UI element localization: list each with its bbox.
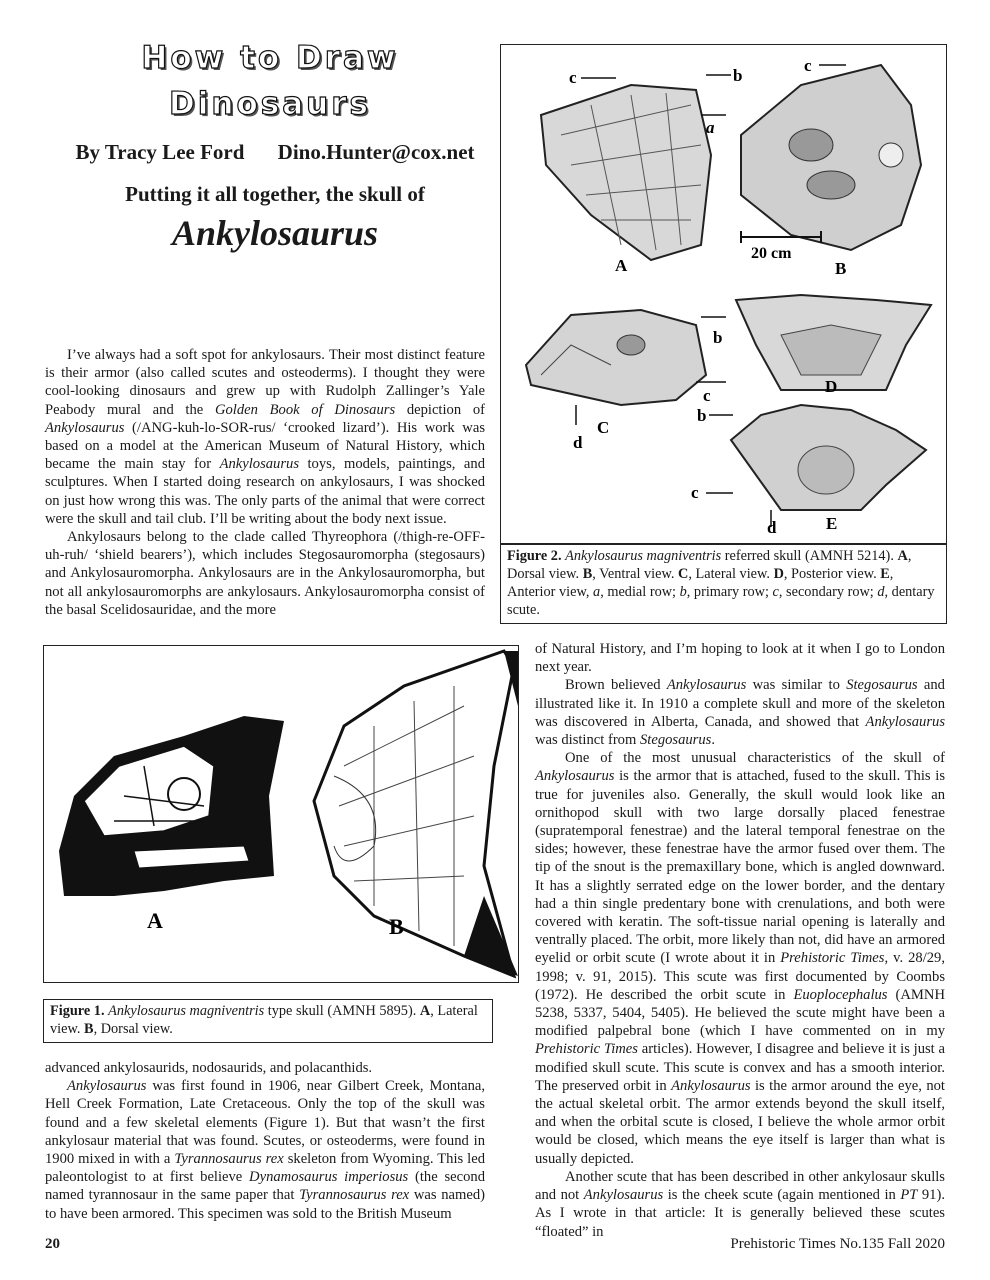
- fig1-label-B: B: [389, 914, 404, 939]
- fig2-label-b-top: b: [733, 66, 743, 85]
- article-column-left-top: [45, 346, 485, 619]
- fig2-label-c-mid: c: [703, 386, 711, 405]
- figure-1: [43, 645, 519, 983]
- paragraph: One of the most unusual characteristics of the skull of Ankylosaurus is the armor that is attached, fused to the skull. This is true for juveniles also. Generally, the skull would look like an ornithopod skull with two large dorsally placed fenestrae (supratemporal fenestrae) and the lateral temporal fenestrae on the sides; however, these fenestrae have the armor fused over them. The tip of the snout is the premaxillary bone, which is angled downward. It has a slightly serrated edge on the lower border, and the dentary had a thin single predentary bone with crenulations, and both were covered with keratin. The soft-tissue narial opening is laterally and ventrally placed. The orbit, more likely than not, did have an armored eyelid or orbit scute (I wrote about it in Prehistoric Times, v. 28/29, 1998; v. 91, 2015). This scute was first documented by Coombs (1972). He described the orbit scute in Euoplocephalus (AMNH 5238, 5337, 5404, 5405). He believed the scute might have been a modified palpebral bone (which I have commented on in my Prehistoric Times articles). However, I disagree and believe it is just a modified skull scute. This scute is convex and has a smooth interior. The preserved orbit in Ankylosaurus is the armor around the eye, not the actual skeletal orbit. The armor extends beyond the skull itself, and when the orbital scute is closed, I believe the whole armor orbit would be closed, which means the eye itself is larger than what is usually depicted.: [535, 750, 945, 1167]
- type-skull-lateral-view: [59, 716, 284, 896]
- fig2-label-c-right: c: [804, 56, 812, 75]
- article-species-title: Ankylosaurus: [171, 213, 379, 253]
- paragraph: Ankylosaurus was first found in 1906, near Gilbert Creek, Montana, Hell Creek Formation, Late Cretaceous. Only the top of the skull was found and a few skeletal elements (Figure 1). But that wasn’t the first ankylosaur material that was found. Scutes, or osteoderms, were found in 1900 mixed in with a Tyrannosaurus rex skeleton from Wyoming. This led paleontologist to at first believe Dynamosaurus imperiosus (the second named tyrannosaur in the same paper that Tyrannosaurus rex was named) to have been armored. This specimen was sold to the British Museum: [45, 1078, 486, 1222]
- type-skull-dorsal-view: [314, 651, 518, 976]
- fig2-label-c-low: c: [691, 483, 699, 502]
- skull-anterior-view: [731, 405, 926, 510]
- fig1-label-A: A: [147, 908, 163, 933]
- figure-2: [500, 44, 947, 544]
- skull-lateral-view: [526, 310, 706, 405]
- fig2-scale-text: 20 cm: [751, 245, 792, 262]
- figure-2-illustration: [501, 45, 946, 543]
- title-line-1: How to Draw: [141, 40, 399, 76]
- fig2-label-E: E: [826, 514, 838, 533]
- paragraph: Brown believed Ankylosaurus was similar to Stegosaurus and illustrated like it. In 1910 a complete skull and more of the skeleton was discovered in Alberta, Canada, and showed that Ankylosaurus was distinct from Stegosaurus.: [535, 677, 945, 749]
- fig2-label-b-low: b: [697, 406, 707, 425]
- article-column-right: [535, 640, 945, 1241]
- figure-2-caption: Figure 2. Ankylosaurus magniventris referred skull (AMNH 5214). A, Dorsal view. B, Ventral view. C, Lateral view. D, Posterior view. E, Anterior view, a, medial row; b, primary row; c, secondary row; d, dentary scute.: [500, 544, 947, 624]
- byline: [40, 140, 510, 165]
- fig2-label-c-top: c: [569, 68, 577, 87]
- paragraph: of Natural History, and I’m hoping to look at it when I go to London next year.: [535, 641, 945, 676]
- fig2-label-B: B: [835, 259, 847, 278]
- paragraph: Ankylosaurs belong to the clade called Thyreophora (/thigh-re-OFF-uh-ruh/ ‘shield bearers’), which includes Stegosauromorpha (stegosaurs) and Ankylosauromorpha. Ankylosaurs are in the Ankylosauromorpha, but not all ankylosauromorphs are ankylosaurs. Ankylosauromorpha consist of the basal Scelidosauridae, and the more: [45, 529, 485, 618]
- fig2-label-b-mid: b: [713, 328, 723, 347]
- paragraph: advanced ankylosaurids, nodosaurids, and polacanthids.: [45, 1060, 373, 1076]
- fig2-label-a: a: [706, 118, 715, 137]
- fig2-label-d-left: d: [573, 433, 583, 452]
- author-email: Dino.Hunter@cox.net: [277, 140, 475, 164]
- publication-footer: Prehistoric Times No.135 Fall 2020: [730, 1236, 945, 1252]
- paragraph: Another scute that has been described in other ankylosaur skulls and not Ankylosaurus is the cheek scute (again mentioned in PT 91). As I wrote in that article: It is generally believed these scutes “floated” in: [535, 1168, 945, 1240]
- fig2-label-A: A: [615, 256, 628, 275]
- paragraph: I’ve always had a soft spot for ankylosaurs. Their most distinct feature is their armor (also called scutes and osteoderms). I thought they were cool-looking dinosaurs and grew up with Rudolph Zallinger’s Yale Peabody mural and the Golden Book of Dinosaurs depiction of Ankylosaurus (/ANG-kuh-lo-SOR-rus/ ‘crooked lizard’). His work was based on a model at the American Museum of Natural History, which became the main stay for Ankylosaurus toys, models, paintings, and sculptures. When I started doing research on ankylosaurs, I was shocked on just how wrong this was. The only parts of the animal that were correct were the skull and tail club. I’ll be writing about the body next issue.: [45, 347, 485, 527]
- title-line-2: Dinosaurs: [169, 86, 371, 122]
- fig2-label-D: D: [825, 377, 838, 396]
- skull-posterior-view: [736, 295, 931, 390]
- skull-ventral-view: [741, 65, 921, 250]
- figure-1-caption: Figure 1. Ankylosaurus magniventris type skull (AMNH 5895). A, Lateral view. B, Dorsal view.: [43, 999, 493, 1043]
- article-column-left-bottom: [45, 1059, 485, 1223]
- article-subtitle: Putting it all together, the skull of: [125, 182, 425, 206]
- fig2-label-C: C: [597, 418, 610, 437]
- page-number: 20: [45, 1236, 60, 1252]
- fig2-label-d-low: d: [767, 518, 777, 537]
- author-name: By Tracy Lee Ford: [75, 140, 245, 164]
- figure-1-illustration: [44, 646, 518, 982]
- skull-dorsal-view: [541, 85, 711, 260]
